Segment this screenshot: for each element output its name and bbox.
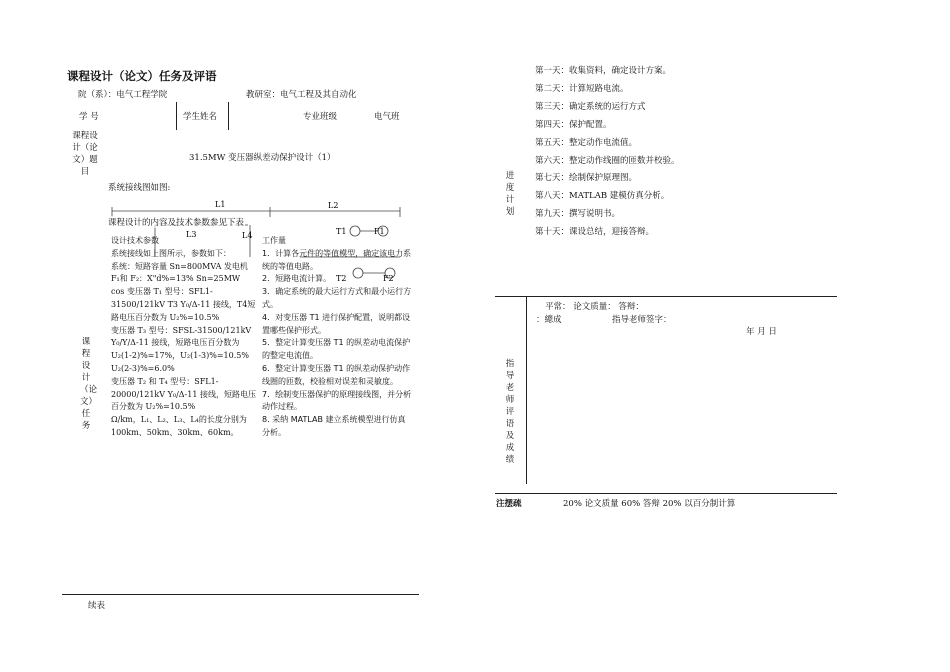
day-item: 第三天：确定系统的运行方式 — [535, 101, 646, 112]
label-f2: F2 — [383, 274, 394, 283]
divider — [526, 296, 527, 484]
section-rule — [495, 296, 837, 297]
page-title: 课程设计（论文）任务及评语 — [67, 69, 217, 83]
topic-label: 课程设 计（论 文）题 目 — [72, 131, 98, 177]
work-line: 4．对变压器 T1 进行保护配置，说明都设置哪些保护形式。 — [262, 312, 411, 335]
params-line: Ω/km，L₁、L₂、L₃、L₄的长度分别为 — [111, 415, 247, 425]
note-label: 注摆疏 — [496, 499, 522, 509]
ordinary-score: 平常： 论文质量： 答辩： — [545, 302, 644, 312]
diagram-intro: 系统接线图如图: — [108, 183, 171, 193]
params-line: 变压器 T₂ 和 T₄ 型号：SFL1-20000/121kV Y₀/Δ-11 接线，短路电压百分数为 U₂%=10.5% — [111, 376, 256, 412]
params-line: 系统：短路容量 Sn=800MVA 发电机 F₁和 F₂：X"d%=13% Sn=25MW — [111, 261, 248, 284]
day-item: 第四天：保护配置。 — [535, 119, 612, 130]
params-line: cos 变压器 T₁ 型号：SFL1-31500/121kV T3 Y₀/Δ-11 接线，T4短路电压百分数为 U₂%=10.5% — [111, 287, 256, 322]
day-item: 第一天：收集资料，确定设计方案。 — [535, 66, 672, 76]
work-line: 6．整定计算变压器 T1 的纵差动保护动作线圈的匝数，校验相对误差和灵敏度。 — [262, 363, 411, 386]
label-l1: L1 — [215, 200, 226, 209]
task-label: 课程设计（论文）任务 — [80, 337, 98, 431]
progress-label: 进度计划 — [505, 171, 515, 217]
day-item: 第五天：整定动作电流值。 — [535, 137, 638, 148]
params-line: U₂(1-2)%=17%，U₂(1-3)%=10.5% U₂(2-3)%=6.0% — [111, 351, 249, 373]
task-intro: 课程设计的内容及技术参数参见下表 — [108, 218, 245, 228]
work-line: 3．确定系统的最大运行方式和最小运行方式。 — [262, 287, 412, 309]
label-l4: L4 — [242, 231, 253, 240]
label-t1: T1 — [336, 227, 347, 236]
label-t2: T2 — [336, 274, 347, 283]
divider — [228, 102, 229, 130]
total-score: ：總成 — [536, 315, 562, 325]
work-line: 5．整定计算变压器 T1 的纵差动电流保护的整定电流值。 — [262, 338, 411, 361]
bottom-rule — [62, 594, 419, 595]
work-line: 7．绘制变压器保护的原理接线图，并分析动作过程。 — [262, 389, 412, 412]
section-rule — [495, 493, 837, 494]
progress-plan — [535, 63, 805, 242]
day-item: 第二天：计算短路电流。 — [535, 83, 629, 94]
comments-label: 指导老师评语及成绩 — [505, 359, 515, 465]
params-line: 变压器 T₃ 型号：SFSL-31500/121kV Y₀/Y/Δ-11 接线，短路电压百分数为 — [111, 325, 252, 348]
day-item: 第八天：MATLAB 建模仿真分析。 — [535, 191, 670, 202]
label-l3: L3 — [186, 230, 197, 239]
office-field: 教研室：电气工程及其自动化 — [246, 90, 357, 100]
work-line: 2．短路电流计算。 — [262, 274, 332, 284]
student-no-label: 学 号 — [79, 112, 99, 122]
params-line: 设计技术参数 — [111, 236, 159, 245]
work-line: 8. 采纳 MATLAB 建立系统模型进行仿真分析。 — [262, 415, 406, 437]
day-item: 第六天：整定动作线圈的匝数并校验。 — [535, 155, 680, 166]
sign-date: 年 月 日 — [746, 327, 777, 337]
continued-label: 续表 — [88, 601, 106, 611]
day-item: 第九天：撰写说明书。 — [535, 209, 621, 220]
student-name-label: 学生姓名 — [183, 112, 218, 122]
work-line: 工作量 — [262, 236, 286, 245]
tech-params — [111, 235, 259, 440]
major-value: 电气班 — [374, 112, 400, 122]
day-item: 第十天：课设总结，迎接答辩。 — [535, 227, 655, 238]
params-line: 系统接线如上图所示，参数如下： — [111, 248, 231, 258]
label-f1: F1 — [374, 227, 385, 236]
day-item: 第七天：绘制保护原理图。 — [535, 173, 638, 184]
college-field: 院（系）：电气工程学院 — [78, 90, 168, 100]
params-line: 100km、50km、30km、60km。 — [111, 427, 239, 437]
note-text: 20% 论文质量 60% 答辩 20% 以百分制计算 — [563, 499, 736, 509]
major-label: 专业班级 — [303, 112, 338, 122]
label-l2: L2 — [328, 201, 339, 210]
divider — [176, 102, 177, 130]
teacher-sign: 指导老师签字： — [612, 315, 672, 325]
topic-value: 31.5MW 变压器纵差动保护设计（1） — [189, 153, 336, 163]
workload — [262, 235, 412, 440]
work-line: 1．计算各元件的等值模型，确定该电力系统的等值电路。 — [262, 248, 412, 271]
